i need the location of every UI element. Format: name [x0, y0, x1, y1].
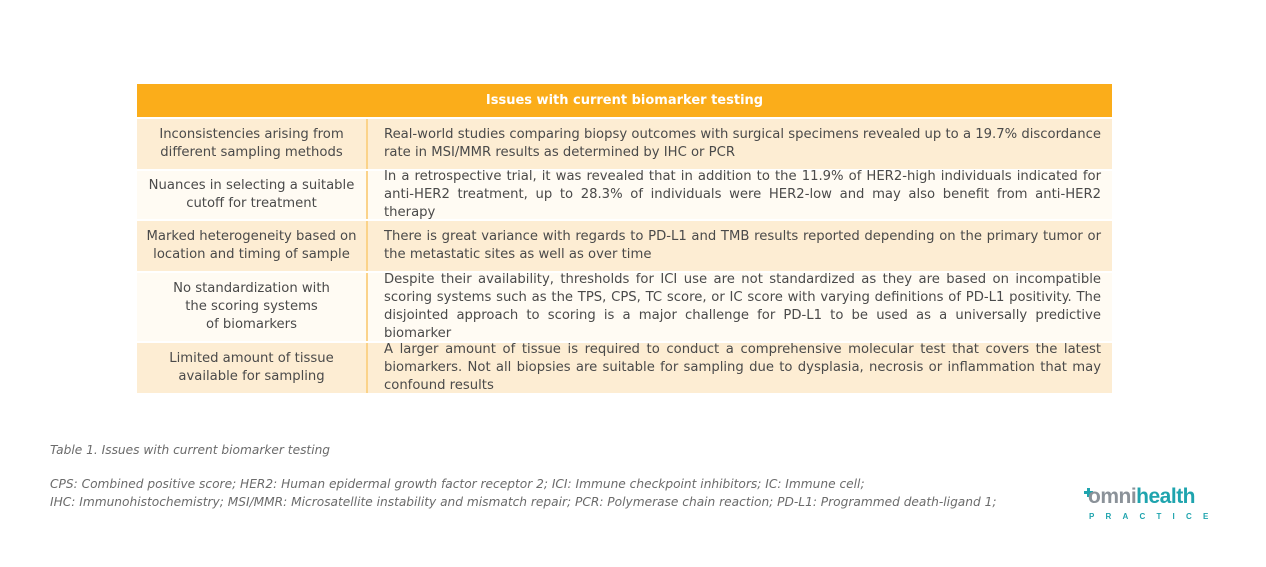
- description-text: A larger amount of tissue is required to conduct a comprehensive molecular test that covers the latest biomarkers. Not all biopsies are suitable for sampling due to dysplasia, necrosis or inflammation that may confound results: [384, 342, 1101, 393]
- table-row: [137, 273, 1112, 341]
- logo-wordmark: [1088, 485, 1195, 509]
- table-caption: Table 1. Issues with current biomarker testing: [50, 443, 331, 457]
- description-cell: [368, 273, 1112, 341]
- table-row: [137, 343, 1112, 393]
- table-row: [137, 221, 1112, 271]
- issue-cell: Inconsistencies arising from different sampling methods: [137, 119, 368, 169]
- issue-cell: No standardization with the scoring systems of biomarkers: [137, 273, 368, 341]
- issue-cell: Limited amount of tissue available for sampling: [137, 343, 368, 393]
- issue-cell: Nuances in selecting a suitable cutoff for treatment: [137, 171, 368, 219]
- abbreviations-line-2: IHC: Immunohistochemistry; MSI/MMR: Microsatellite instability and mismatch repair; PCR: Polymerase chain reaction; PD-L1: Programmed death-ligand 1;: [50, 495, 997, 509]
- logo-health: health: [1136, 485, 1196, 508]
- table-row: [137, 171, 1112, 219]
- abbreviations-line-1: CPS: Combined positive score; HER2: Human epidermal growth factor receptor 2; ICI: Immune checkpoint inhibitors; IC: Immune cell;: [50, 477, 865, 491]
- omnihealth-logo: [1084, 485, 1220, 524]
- logo-subtitle: PRACTICE: [1089, 512, 1220, 521]
- description-text: Despite their availability, thresholds for ICI use are not standardized as they are based on incompatible scoring systems such as the TPS, CPS, TC score, or IC score with varying definitions of PD-L1 positivity. The disjointed approach to scoring is a major challenge for PD-L1 to be used as a universally predictive biomarker: [384, 272, 1101, 341]
- description-cell: [368, 171, 1112, 219]
- description-cell: [368, 221, 1112, 271]
- description-cell: [368, 119, 1112, 169]
- description-cell: [368, 343, 1112, 393]
- description-text: In a retrospective trial, it was revealed that in addition to the 11.9% of HER2-high individuals indicated for anti-HER2 treatment, up to 28.3% of individuals were HER2-low and may also benefit from anti-HER2 therapy: [384, 169, 1101, 220]
- description-text: There is great variance with regards to PD-L1 and TMB results reported depending on the primary tumor or the metastatic sites as well as over time: [384, 229, 1101, 262]
- description-text: Real-world studies comparing biopsy outcomes with surgical specimens revealed up to a 19.7% discordance rate in MSI/MMR results as determined by IHC or PCR: [384, 127, 1101, 160]
- table-header: Issues with current biomarker testing: [137, 84, 1112, 117]
- abbreviations: [50, 475, 1030, 511]
- issues-table: [137, 84, 1112, 393]
- logo-omni: omni: [1088, 485, 1137, 508]
- issue-cell: Marked heterogeneity based on location and timing of sample: [137, 221, 368, 271]
- table-row: [137, 119, 1112, 169]
